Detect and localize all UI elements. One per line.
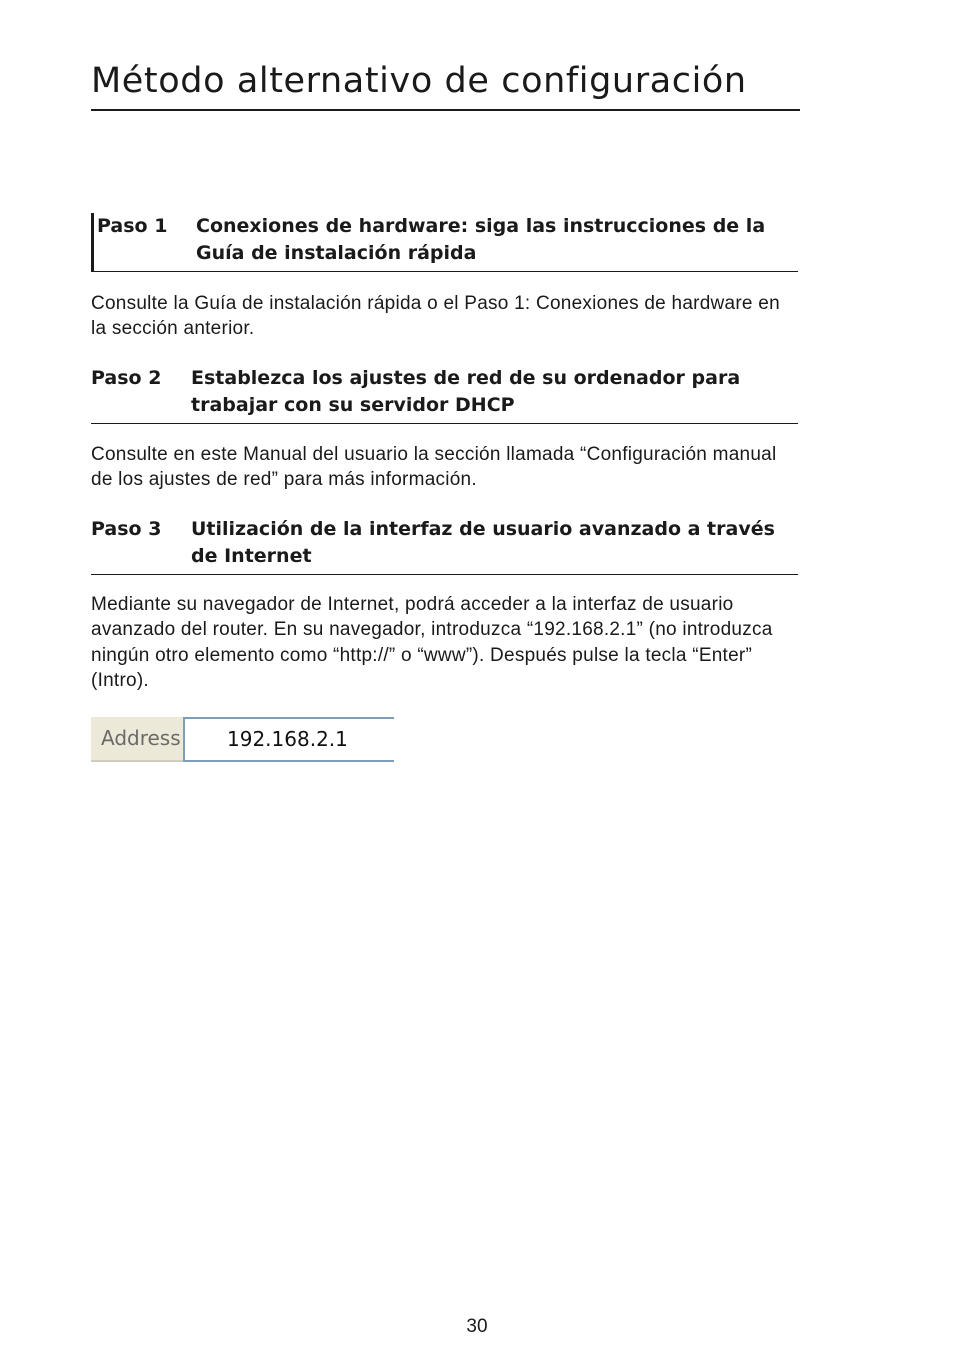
address-input[interactable]: 192.168.2.1 [183,717,394,762]
step-3-number: Paso 3 [91,518,162,540]
page-title: Método alternativo de configuración [91,61,747,101]
title-rule [91,109,800,111]
step-3-body: Mediante su navegador de Internet, podrá acceder a la interfaz de usuario avanzado del router. En su navegador, introduzca “192.168.2.1” (no introduzca ningún otro elemento como “http://” o “www”). Después pulse la tecla “Enter” (Intro). [91,594,773,692]
step-2-body: Consulte en este Manual del usuario la sección llamada “Configuración manual de los ajustes de red” para más información. [91,444,777,491]
address-label: Address [91,717,183,762]
step-3-heading [91,516,798,575]
step-2-number: Paso 2 [91,367,162,389]
step-1-number: Paso 1 [97,215,168,237]
step-1-body: Consulte la Guía de instalación rápida o el Paso 1: Conexiones de hardware en la sección anterior. [91,293,780,340]
step-2-heading [91,365,798,424]
step-1-heading [91,213,798,272]
step-2-title: Establezca los ajustes de red de su ordenador para trabajar con su servidor DHCP [191,367,741,416]
page-number: 30 [466,1316,488,1337]
step-1-title: Conexiones de hardware: siga las instrucciones de la Guía de instalación rápida [196,215,766,264]
browser-address-bar [91,717,394,762]
step-3-title: Utilización de la interfaz de usuario avanzado a través de Internet [191,518,775,567]
